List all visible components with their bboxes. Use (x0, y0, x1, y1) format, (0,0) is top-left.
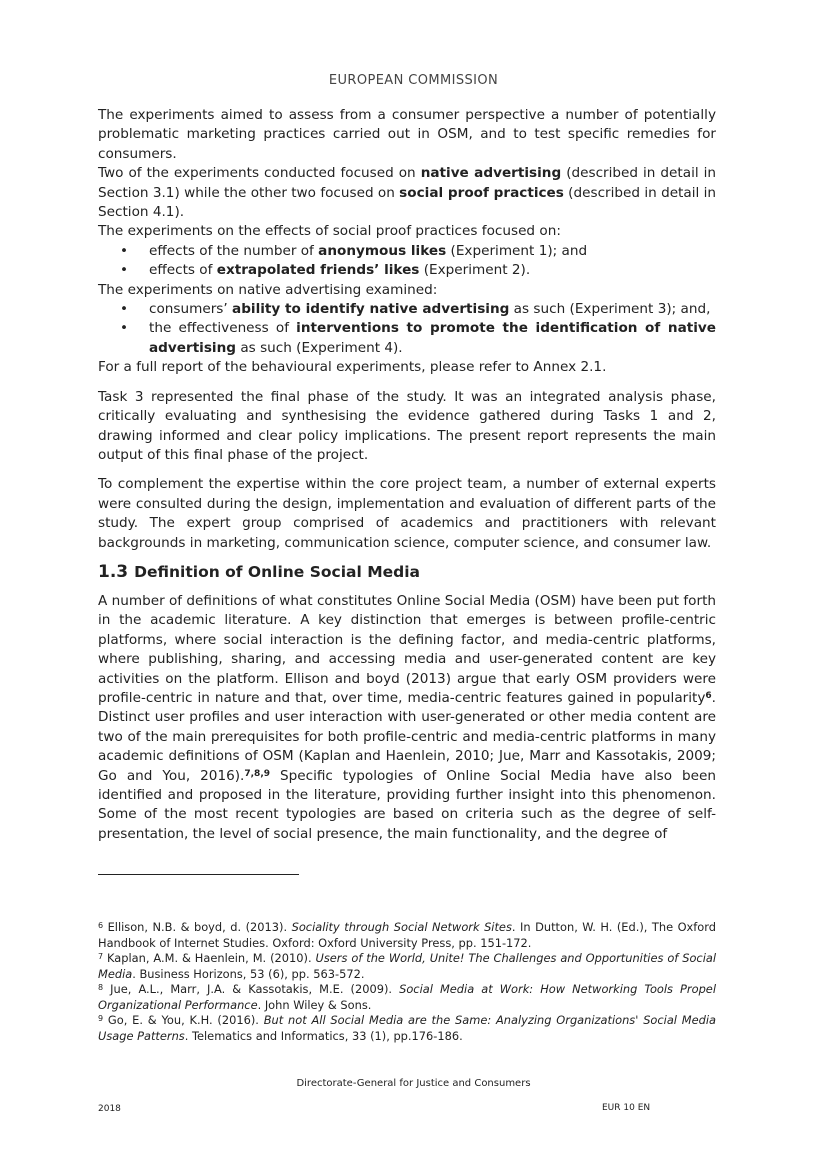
footnotes (98, 920, 716, 1044)
list-item: • effects of the number of anonymous likes (Experiment 1); and (120, 242, 588, 259)
footnote: $^7$ Kaplan, A.M. & Haenlein, M. (2010). Users of the World, Unite! The Challenges and Opportunities of Social Media. Business Horizons, 53 (6), pp. 563-572. (98, 951, 717, 981)
footnote-ref: 7,8,9 (244, 768, 270, 779)
footer-code: EUR 10 EN (602, 1103, 651, 1113)
paragraph: For a full report of the behavioural experiments, please refer to Annex 2.1. (98, 359, 607, 376)
page-header: EUROPEAN COMMISSION (328, 73, 499, 88)
footer-dg: Directorate-General for Justice and Consumers (296, 1078, 531, 1089)
footnote: $^9$ Go, E. & You, K.H. (2016). But not All Social Media are the Same: Analyzing Organizations' Social Media Usage Patterns. Telematics and Informatics, 33 (1), pp.176-186. (98, 1013, 716, 1043)
section-title: Definition of Online Social Media (134, 562, 420, 581)
paragraph: The experiments aimed to assess from a consumer perspective a number of potentially problematic marketing practices carried out in OSM, and to test specific remedies for consumers. (98, 107, 716, 162)
paragraph: The experiments on native advertising examined: (98, 281, 438, 298)
paragraph: Two of the experiments conducted focused on native advertising (described in detail in Section 3.1) while the other two focused on social proof practices (described in detail in Section 4.1). (98, 165, 717, 221)
footnote-separator (98, 874, 299, 875)
section-number: 1.3 (98, 561, 129, 582)
bullet-list (98, 242, 716, 281)
bullet-list (98, 300, 716, 358)
paragraph: To complement the expertise within the core project team, a number of external experts were consulted during the design, implementation and evaluation of different parts of the study. The expert group comprised of academics and practitioners with relevant backgrounds in marketing, communication science, computer science, and consumer law. (98, 476, 716, 551)
footnote: $^6$ Ellison, N.B. & boyd, d. (2013). Sociality through Social Network Sites. In Dutton, W. H. (Ed.), The Oxford Handbook of Internet Studies. Oxford: Oxford University Press, pp. 151-172. (98, 920, 716, 950)
footnote: $^8$ Jue, A.L., Marr, J.A. & Kassotakis, M.E. (2009). Social Media at Work: How Networking Tools Propel Organizational Performance. John Wiley & Sons. (98, 982, 716, 1012)
paragraph: Task 3 represented the final phase of the study. It was an integrated analysis phase, critically evaluating and synthesising the evidence gathered during Tasks 1 and 2, drawing informed and clear policy implications. The present report represents the main output of this final phase of the project. (98, 388, 716, 463)
section-heading (98, 561, 716, 583)
list-item: • consumers’ ability to identify native advertising as such (Experiment 3); and, (120, 301, 711, 318)
list-item: • effects of extrapolated friends’ likes (Experiment 2). (120, 262, 531, 279)
main-body (98, 106, 716, 844)
list-item: • the effectiveness of interventions to promote the identification of native advertising as such (Experiment 4). (120, 320, 716, 356)
footnote-ref: 6 (705, 690, 712, 701)
paragraph: A number of definitions of what constitutes Online Social Media (OSM) have been put forth in the academic literature. A key distinction that emerges is between profile-centric platforms, where social interaction is the defining factor, and media-centric platforms, where publishing, sharing, and accessing media and user-generated content are key activities on the platform. Ellison and boyd (2013) argue that early OSM providers were profile-centric in nature and that, over time, media-centric features gained in popularity$^6$. Distinct user profiles and user interaction with user-generated or other media content are two of the main prerequisites for both profile-centric and media-centric platforms in many academic definitions of OSM (Kaplan and Haenlein, 2010; Jue, Marr and Kassotakis, 2009; Go and You, 2016).$^{7,8,9}$ Specific typologies of Online Social Media have also been identified and proposed in the literature, providing further insight into this phenomenon. Some of the most recent typologies are based on criteria such as the degree of self-presentation, the level of social presence, the main functionality, and the degree of (98, 592, 717, 842)
footer-year: 2018 (98, 1104, 121, 1114)
paragraph: The experiments on the effects of social proof practices focused on: (98, 223, 561, 240)
